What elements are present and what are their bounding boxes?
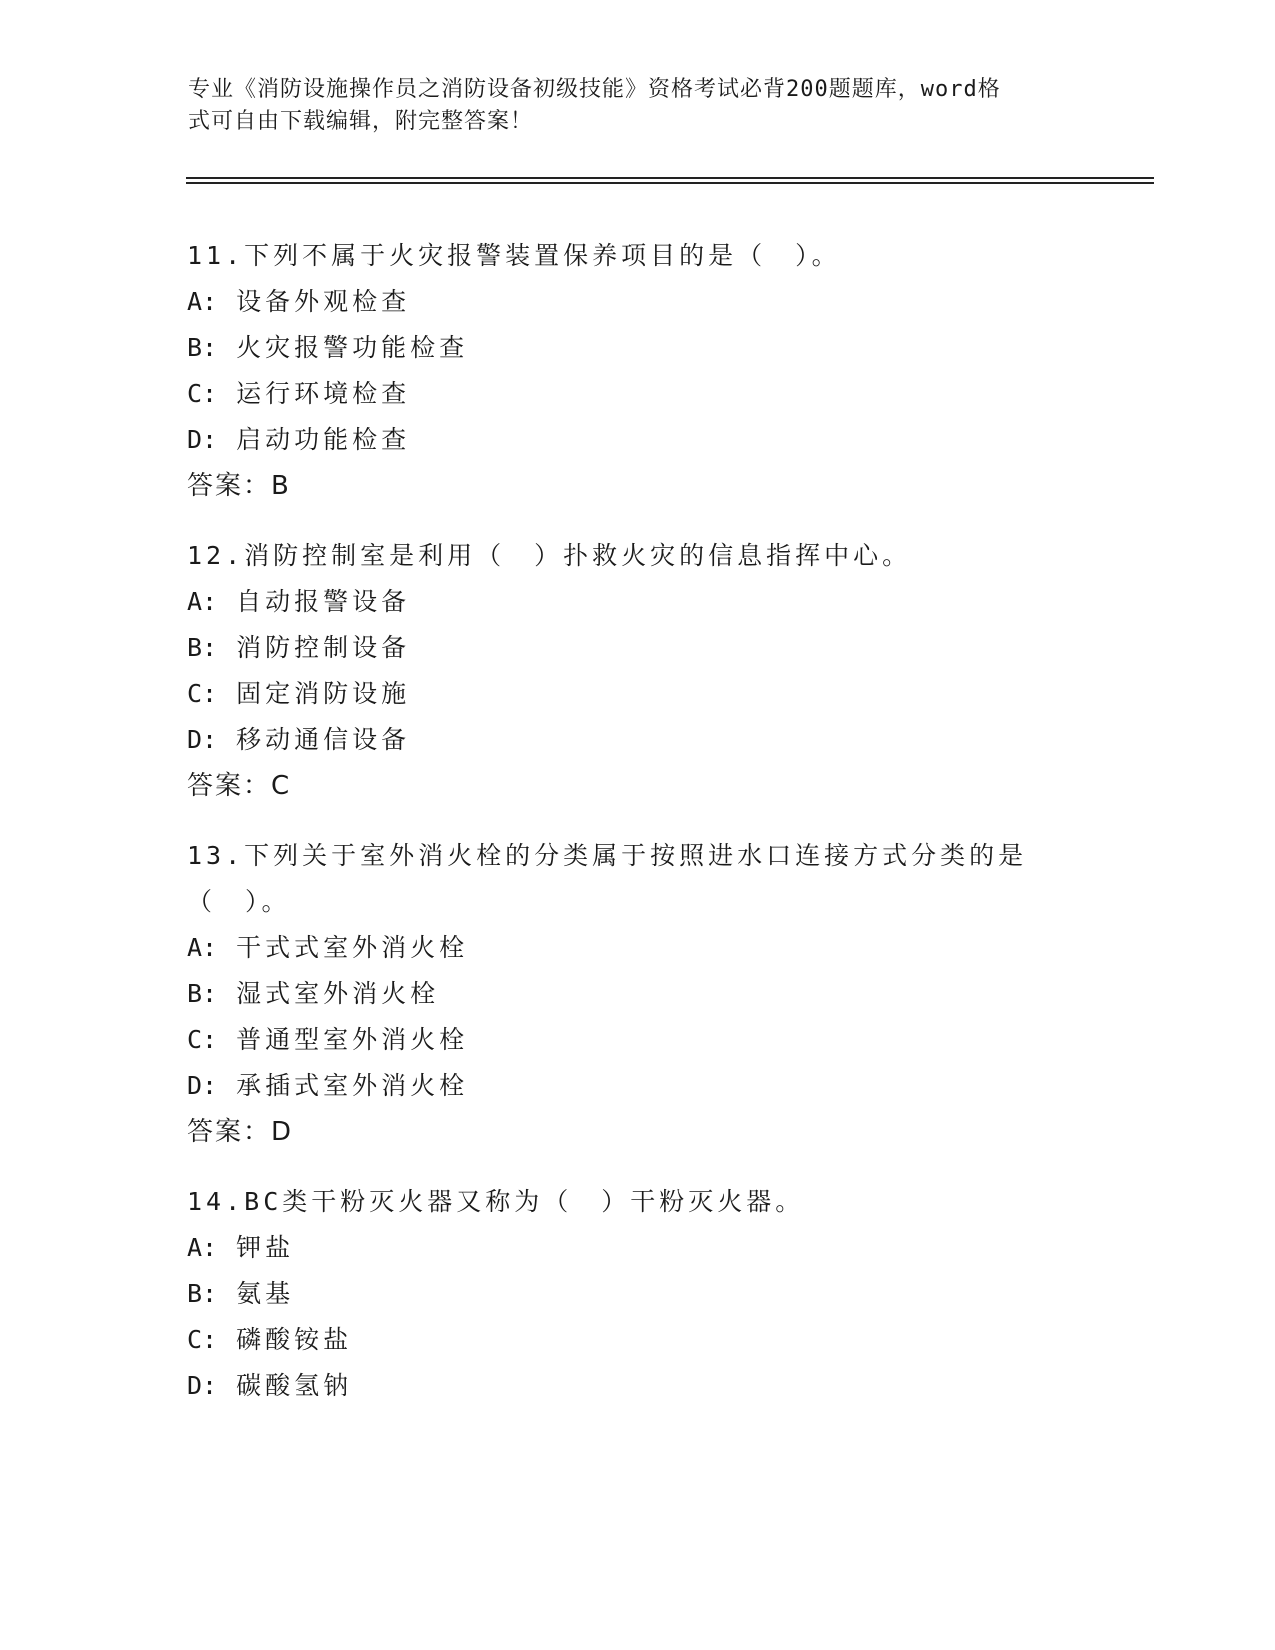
option-text: 钾盐 (236, 1233, 295, 1262)
header-divider-top (186, 177, 1154, 179)
option-letter: C: (187, 379, 218, 408)
question-11 (187, 233, 1087, 509)
header-line-2: 式可自由下载编辑，附完整答案！ (188, 109, 534, 134)
option-text: 自动报警设备 (236, 587, 411, 616)
option-text: 承插式室外消火栓 (236, 1071, 469, 1100)
option-letter: D: (187, 425, 218, 454)
header-line-1: 专业《消防设施操作员之消防设备初级技能》资格考试必背200题题库，word格 (188, 77, 1001, 102)
question-text: 13.下列关于室外消火栓的分类属于按照进水口连接方式分类的是（ ）。 (187, 841, 1028, 916)
option-a (187, 925, 1087, 971)
document-header (188, 74, 1068, 138)
option-letter: B: (187, 633, 218, 662)
question-text: 11.下列不属于火灾报警装置保养项目的是（ ）。 (187, 241, 841, 270)
option-text: 火灾报警功能检查 (236, 333, 469, 362)
option-text: 消防控制设备 (236, 633, 411, 662)
option-text: 磷酸铵盐 (236, 1325, 353, 1354)
option-text: 设备外观检查 (236, 287, 411, 316)
option-c (187, 1317, 1087, 1363)
answer: 答案：D (187, 1117, 294, 1147)
option-a (187, 279, 1087, 325)
option-letter: A: (187, 933, 218, 962)
option-text: 湿式室外消火栓 (236, 979, 440, 1008)
header-divider-bottom (186, 182, 1154, 184)
option-letter: D: (187, 725, 218, 754)
option-letter: D: (187, 1371, 218, 1400)
option-a (187, 1225, 1087, 1271)
question-text: 14.BC类干粉灭火器又称为（ ）干粉灭火器。 (187, 1187, 805, 1216)
option-b (187, 1271, 1087, 1317)
option-letter: B: (187, 333, 218, 362)
option-b (187, 325, 1087, 371)
option-c (187, 1017, 1087, 1063)
question-text: 12.消防控制室是利用（ ）扑救火灾的信息指挥中心。 (187, 541, 912, 570)
option-letter: C: (187, 1025, 218, 1054)
option-text: 启动功能检查 (236, 425, 411, 454)
option-text: 干式式室外消火栓 (236, 933, 469, 962)
option-letter: B: (187, 979, 218, 1008)
question-13 (187, 833, 1087, 1155)
answer: 答案：C (187, 771, 292, 801)
option-c (187, 371, 1087, 417)
option-letter: A: (187, 287, 218, 316)
option-a (187, 579, 1087, 625)
option-c (187, 671, 1087, 717)
option-text: 氨基 (236, 1279, 295, 1308)
option-d (187, 1363, 1087, 1409)
option-d (187, 417, 1087, 463)
question-list (187, 233, 1087, 1433)
option-letter: C: (187, 679, 218, 708)
answer: 答案：B (187, 471, 291, 501)
option-b (187, 971, 1087, 1017)
option-letter: D: (187, 1071, 218, 1100)
option-d (187, 1063, 1087, 1109)
option-letter: A: (187, 1233, 218, 1262)
question-14 (187, 1179, 1087, 1409)
option-text: 碳酸氢钠 (236, 1371, 353, 1400)
question-12 (187, 533, 1087, 809)
option-letter: A: (187, 587, 218, 616)
option-b (187, 625, 1087, 671)
option-text: 普通型室外消火栓 (236, 1025, 469, 1054)
option-text: 运行环境检查 (236, 379, 411, 408)
option-letter: C: (187, 1325, 218, 1354)
option-d (187, 717, 1087, 763)
option-letter: B: (187, 1279, 218, 1308)
option-text: 固定消防设施 (236, 679, 411, 708)
option-text: 移动通信设备 (236, 725, 411, 754)
